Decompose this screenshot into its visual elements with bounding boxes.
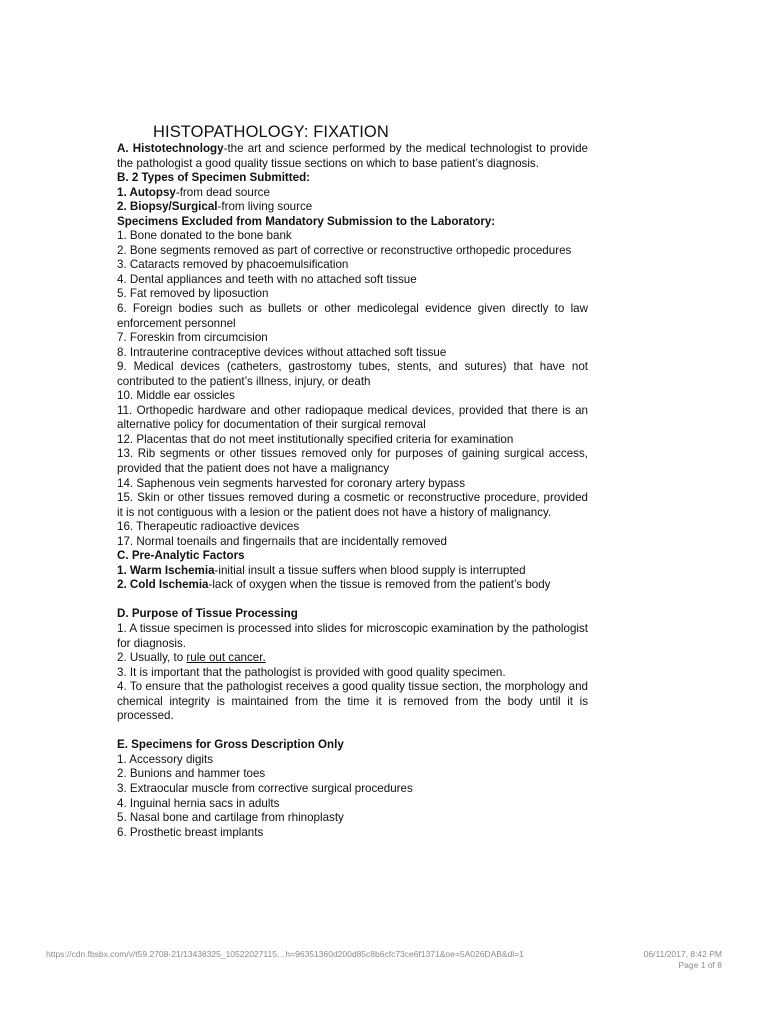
section-e-item: 2. Bunions and hammer toes xyxy=(117,767,266,781)
section-b-heading: B. 2 Types of Specimen Submitted: xyxy=(117,171,311,185)
section-e-heading: E. Specimens for Gross Description Only xyxy=(117,738,344,752)
section-e-item: 4. Inguinal hernia sacs in adults xyxy=(117,796,280,810)
excluded-item: 13. Rib segments or other tissues removed only for purposes of gaining surgical access, provided that the patient does not have a malignancy xyxy=(117,447,588,476)
excluded-item: 15. Skin or other tissues removed during a cosmetic or reconstructive procedure, provided it is not contiguous with a lesion or the patient does not have a history of malignancy. xyxy=(117,491,588,519)
item-term: 1. Autopsy xyxy=(117,185,176,199)
excluded-item: 16. Therapeutic radioactive devices xyxy=(117,520,300,534)
excluded-item: 9. Medical devices (catheters, gastrostomy tubes, stents, and sutures) that have not contributed to the patient’s illness, injury, or death xyxy=(117,360,588,388)
document-body xyxy=(117,122,588,840)
item-term: 2. Cold Ischemia xyxy=(117,578,209,592)
excluded-item: 3. Cataracts removed by phacoemulsification xyxy=(117,258,349,272)
underlined-text: rule out cancer. xyxy=(186,651,266,665)
excluded-item: 14. Saphenous vein segments harvested for coronary artery bypass xyxy=(117,476,466,490)
section-d-item: 1. A tissue specimen is processed into slides for microscopic examination by the pathologist for diagnosis. xyxy=(117,622,588,650)
item-text: -lack of oxygen when the tissue is removed from the patient’s body xyxy=(208,578,551,592)
footer-timestamp: 06/11/2017, 8:42 PM xyxy=(643,949,722,959)
section-b-item xyxy=(117,186,588,201)
excluded-item: 1. Bone donated to the bone bank xyxy=(117,229,292,243)
section-c-heading: C. Pre-Analytic Factors xyxy=(117,549,245,563)
excluded-item: 6. Foreign bodies such as bullets or other medicolegal evidence given directly to law enforcement personnel xyxy=(117,302,588,330)
item-text: 2. Usually, to xyxy=(117,651,187,665)
footer-url: https://cdn.fbsbx.com/v/t59.2708-21/13438325_10522027115…h=96351360d200d85c8b6cfc73ce6f1371&oe=5A026DAB&dl=1 xyxy=(46,949,524,959)
excluded-heading: Specimens Excluded from Mandatory Submission to the Laboratory: xyxy=(117,214,496,228)
section-d-item: 3. It is important that the pathologist is provided with good quality specimen. xyxy=(117,665,506,679)
section-e-item: 1. Accessory digits xyxy=(117,752,214,766)
item-term: 1. Warm Ischemia xyxy=(117,563,215,577)
section-d-heading: D. Purpose of Tissue Processing xyxy=(117,607,298,621)
footer-meta xyxy=(644,949,722,971)
excluded-item: 4. Dental appliances and teeth with no attached soft tissue xyxy=(117,272,417,286)
excluded-item: 12. Placentas that do not meet institutionally specified criteria for examination xyxy=(117,432,514,446)
spacer xyxy=(117,724,588,739)
section-c-item xyxy=(117,578,588,593)
excluded-item: 17. Normal toenails and fingernails that are incidentally removed xyxy=(117,534,447,548)
excluded-item: 8. Intrauterine contraceptive devices without attached soft tissue xyxy=(117,345,447,359)
excluded-item: 7. Foreskin from circumcision xyxy=(117,331,268,345)
section-b-item xyxy=(117,200,588,215)
section-a-definition xyxy=(117,142,588,171)
page-title: HISTOPATHOLOGY: FIXATION xyxy=(153,123,389,141)
section-d-item: 4. To ensure that the pathologist receives a good quality tissue section, the morphology and chemical integrity is maintained from the time it is removed from the body until it is processed. xyxy=(117,680,588,723)
section-a-term: Histotechnology xyxy=(132,142,224,155)
section-e-item: 3. Extraocular muscle from corrective surgical procedures xyxy=(117,781,413,795)
section-a-label: A. xyxy=(117,142,129,155)
footer-page-number: Page 1 of 8 xyxy=(678,960,722,970)
item-text: -initial insult a tissue suffers when blood supply is interrupted xyxy=(214,563,526,577)
section-c-item xyxy=(117,564,588,579)
section-d-item xyxy=(117,651,588,666)
section-e-item: 5. Nasal bone and cartilage from rhinoplasty xyxy=(117,811,344,825)
excluded-item: 10. Middle ear ossicles xyxy=(117,389,235,403)
section-a-text: -the art and science performed by the medical technologist to provide the pathologist a good quality tissue sections on which to base patient’s diagnosis. xyxy=(117,142,588,170)
item-term: 2. Biopsy/Surgical xyxy=(117,200,218,214)
section-e-item: 6. Prosthetic breast implants xyxy=(117,825,264,839)
item-text: -from dead source xyxy=(175,185,270,199)
excluded-item: 2. Bone segments removed as part of corrective or reconstructive orthopedic procedures xyxy=(117,243,572,257)
excluded-item: 5. Fat removed by liposuction xyxy=(117,287,269,301)
excluded-item: 11. Orthopedic hardware and other radiopaque medical devices, provided that there is an alternative policy for documentation of their surgical removal xyxy=(117,403,588,432)
spacer xyxy=(117,593,588,608)
item-text: -from living source xyxy=(217,200,313,214)
